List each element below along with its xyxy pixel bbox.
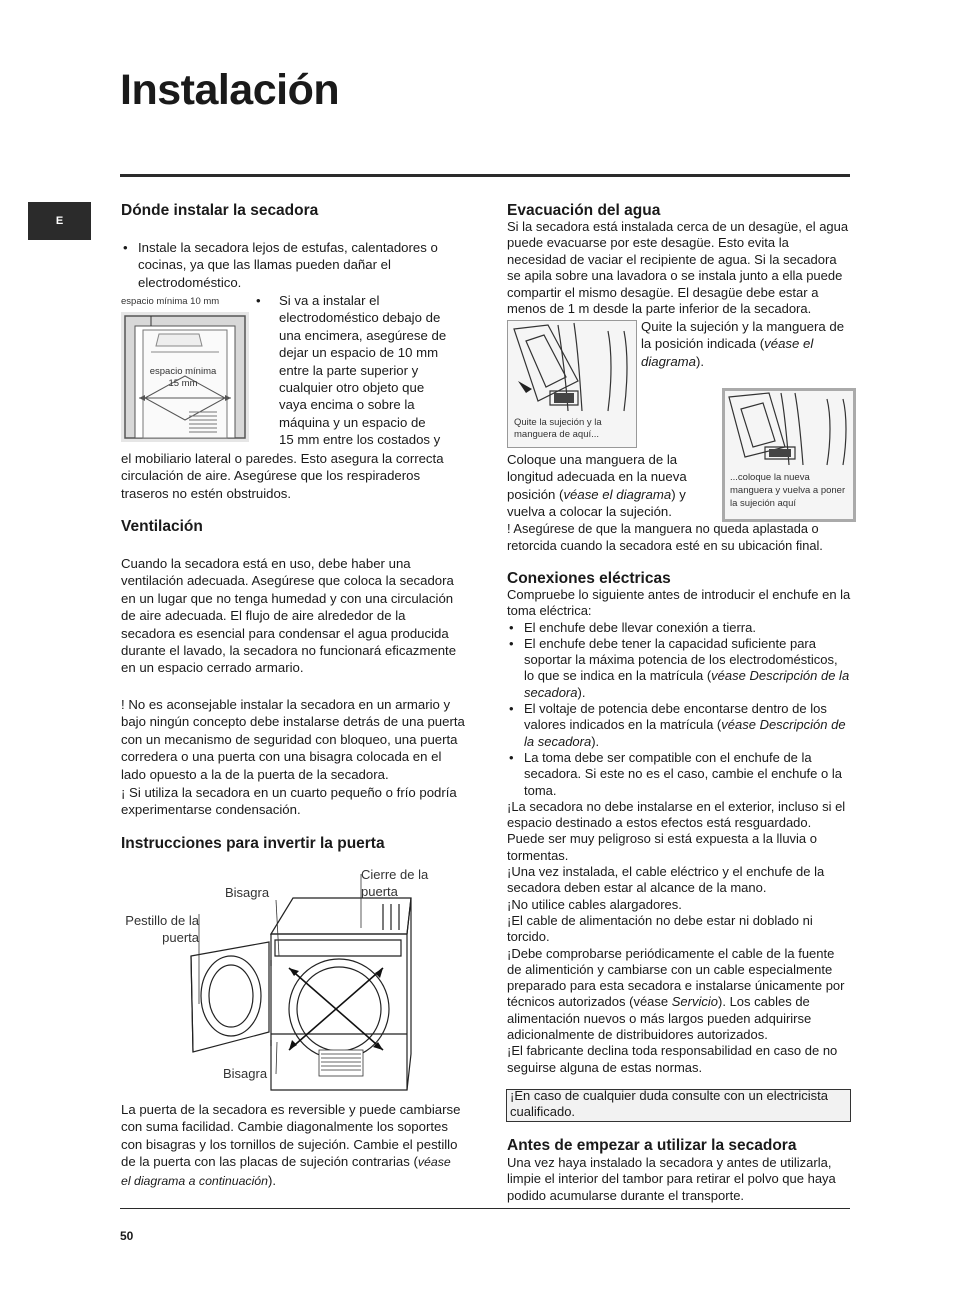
electric-bullets <box>507 620 851 799</box>
fig-label-top: espacio mínima 10 mm <box>121 296 220 307</box>
where-bullet-2-line: Si va a instalar el <box>279 293 380 308</box>
electric-b2-text: El enchufe debe tener la capacidad suficiente para soportar la máxima potencia de los electrodomésticos, lo que se indica en la matrícula ( <box>524 635 838 684</box>
fig-label-side-2: 15 mm <box>168 378 198 389</box>
where-bullet-2-line: dejar un espacio de 10 mm <box>279 345 439 361</box>
electric-warning-5 <box>507 946 851 1044</box>
ventilation-para: Cuando la secadora está en uso, debe haber una ventilación adecuada. Asegúrese que coloca la secadora en un lugar que no tenga humedad y con una circulación de aire adecuada. El flujo de aire alrededor de la secadora es esencial para condensar el agua producida durante el lavado, la secadora no funcionará eficazmente en un espacio cerrado armario. <box>121 556 457 676</box>
electric-warning-6: ¡El fabricante declina toda responsabilidad en caso de no seguirse alguna de estas normas. <box>507 1043 838 1075</box>
where-bullet-2-lines <box>256 292 466 449</box>
electric-w5-text: ¡Debe comprobarse periódicamente el cable de la fuente de alimentición y cambiarse con un cable especialmente preparado para esta secadora e instalarse únicamente por técnicos autorizados (véase <box>507 945 845 1010</box>
electric-bullet-3 <box>507 701 851 750</box>
electric-b3-end: ). <box>591 733 600 749</box>
before-use-heading: Antes de empezar a utilizar la secadora <box>507 1137 797 1154</box>
drain-side-italic: véase el diagrama <box>641 336 814 369</box>
door-para-end: ). <box>267 1172 277 1188</box>
bottom-rule <box>120 1208 850 1209</box>
where-heading: Dónde instalar la secadora <box>121 202 319 219</box>
ventilation-heading: Ventilación <box>121 518 203 535</box>
electric-b3-italic: véase Descripción de la secadora <box>524 717 846 749</box>
fig-label-side <box>147 366 219 390</box>
electric-heading: Conexiones eléctricas <box>507 570 671 587</box>
drain-side-text <box>641 318 846 370</box>
drain-warning: ! Asegúrese de que la manguera no queda aplastada o retorcida cuando la secadora esté en su ubicación final. <box>507 521 823 553</box>
cabinet-clearance-figure <box>121 312 249 442</box>
where-bullet-2-line: entre la parte superior y <box>279 362 419 378</box>
electric-warning-2: ¡Una vez instalada, el cable eléctrico y el enchufe de la secadora deben estar al alcance de la mano. <box>507 864 825 896</box>
where-bullet-2-line: 15 mm entre los costados y <box>279 432 441 448</box>
fig-label-side-1: espacio mínima <box>149 366 217 377</box>
electric-section <box>507 587 851 1076</box>
electric-intro: Compruebe lo siguiente antes de introducir el enchufe en la toma eléctrica: <box>507 587 851 619</box>
door-para <box>121 1101 463 1190</box>
where-bullet-2-line: vaya encima o sobre la <box>279 397 415 413</box>
drain-figure-1 <box>507 320 637 448</box>
page-number: 50 <box>120 1229 134 1243</box>
drain-para2-italic: véase el diagrama <box>563 486 672 502</box>
where-bullet-2-line: máquina y un espacio de <box>279 414 426 430</box>
electric-b2-italic: véase Descripción de la secadora <box>524 668 850 700</box>
where-bullet-2-cont: el mobiliario lateral o paredes. Esto asegura la correcta circulación de aire. Asegúrese que los respiraderos traseros no estén obstruidos. <box>121 451 444 501</box>
electric-warning-4: ¡El cable de alimentación no debe estar ni doblado ni torcido. <box>507 912 813 945</box>
ventilation-warning-1: ! No es aconsejable instalar la secadora en un armario y bajo ningún concepto debe instalarse detrás de una puerta con un mecanismo de seguridad con bloqueo, una puerta corredera o una puerta con una bisagra colocada en el lado opuesto a la de la puerta de la secadora. <box>121 697 465 782</box>
electric-w5-italic: Servicio <box>671 994 719 1010</box>
door-para-italic: véase el diagrama a continuación <box>121 1155 451 1188</box>
where-bullet-2-line: una encimera, asegúrese de <box>279 327 447 343</box>
label-hinge-top: Bisagra <box>225 885 270 900</box>
electric-b3-text: El voltaje de potencia debe encontarse dentro de los valores indicados en la matrícula ( <box>524 701 827 733</box>
drain-fig2-caption: ...coloque la nueva manguera y vuelva a poner la sujeción aquí <box>730 472 846 509</box>
where-bullet-2 <box>256 292 466 449</box>
drain-figure-2 <box>722 388 856 522</box>
electric-warning-1: ¡La secadora no debe instalarse en el exterior, incluso si el espacio destinado a estos efectos está resguardado. Puede ser muy peligroso si está expuesta a la lluvia o tormentas. <box>507 798 846 863</box>
top-rule <box>120 174 850 177</box>
electric-bullet-4: • La toma debe ser compatible con el enchufe de la secadora. Si este no es el caso, cambie el enchufe o la toma. <box>507 750 851 799</box>
ventilation-warning-2: ¡ Si utiliza la secadora en un cuarto pequeño o frío podría experimentarse condensación. <box>121 785 457 818</box>
drain-fig1-caption: Quite la sujeción y la manguera de aquí... <box>514 417 602 440</box>
drain-para2-end: ) y vuelva a colocar la sujeción. <box>507 486 686 520</box>
language-tab: E <box>28 202 91 240</box>
electric-b2-end: ). <box>577 684 586 700</box>
page-title: Instalación <box>120 66 340 114</box>
electric-warning-7: ¡En caso de cualquier duda consulte con un electricista cualificado. <box>510 1088 828 1119</box>
where-bullet-list <box>121 239 461 291</box>
where-bullet-2-line: cualquier otro objeto que <box>279 380 425 396</box>
where-bullet-2-line: electrodoméstico debajo de <box>279 310 441 326</box>
drain-side-end: ). <box>695 353 705 369</box>
drain-heading: Evacuación del agua <box>507 202 661 219</box>
hose-fit-drawing <box>725 391 853 471</box>
electric-bullet-1: • El enchufe debe llevar conexión a tierra. <box>507 620 851 636</box>
electrician-warning-box <box>506 1089 851 1122</box>
hose-remove-drawing <box>508 321 636 417</box>
drain-side-text-main: Quite la sujeción y la manguera de la posición indicada ( <box>641 319 845 352</box>
where-bullet-1: • Instale la secadora lejos de estufas, calentadores o cocinas, ya que las llamas pueden dañar el electrodoméstico. <box>121 239 461 291</box>
door-heading: Instrucciones para invertir la puerta <box>121 835 385 852</box>
electric-bullet-2 <box>507 636 851 701</box>
before-use-para: Una vez haya instalado la secadora y antes de utilizarla, limpie el interior del tambor para retirar el polvo que haya podido acumularse durante el transporte. <box>507 1155 836 1203</box>
label-door-closure: Cierre de la puerta <box>361 867 429 899</box>
drain-para2-text: Coloque una manguera de la longitud adecuada en la nueva posición ( <box>507 452 687 502</box>
bullet-dot: • <box>256 293 261 308</box>
electric-w5-end: ). Los cables de alimentación nuevos o más largos pueden adquirirse adicionalmente de distribuidores autorizados. <box>507 994 812 1043</box>
drain-para-2 <box>507 451 715 521</box>
label-hinge-bottom: Bisagra <box>223 1066 268 1081</box>
door-para-text: La puerta de la secadora es reversible y puede cambiarse con suma facilidad. Cambie diagonalmente los soportes con bisagras y los tornillos de sujeción. Cambie el pestillo de la puerta con las placas de sujeción contrarias ( <box>121 1102 461 1170</box>
electric-warning-3: ¡No utilice cables alargadores. <box>507 896 682 912</box>
door-reversal-figure <box>121 864 461 1094</box>
drain-para: Si la secadora está instalada cerca de un desagüe, el agua puede evacuarse por este desagüe. Esto evita la necesidad de vaciar el recipiente de agua. Si la secadora se apila sobre una lavadora o se instala junto a ella puede compartir el mismo desagüe. El desagüe debe estar a menos de 1 m desde la parte inferior de la secadora. <box>507 219 849 317</box>
label-door-latch: Pestillo de la puerta <box>125 913 199 945</box>
